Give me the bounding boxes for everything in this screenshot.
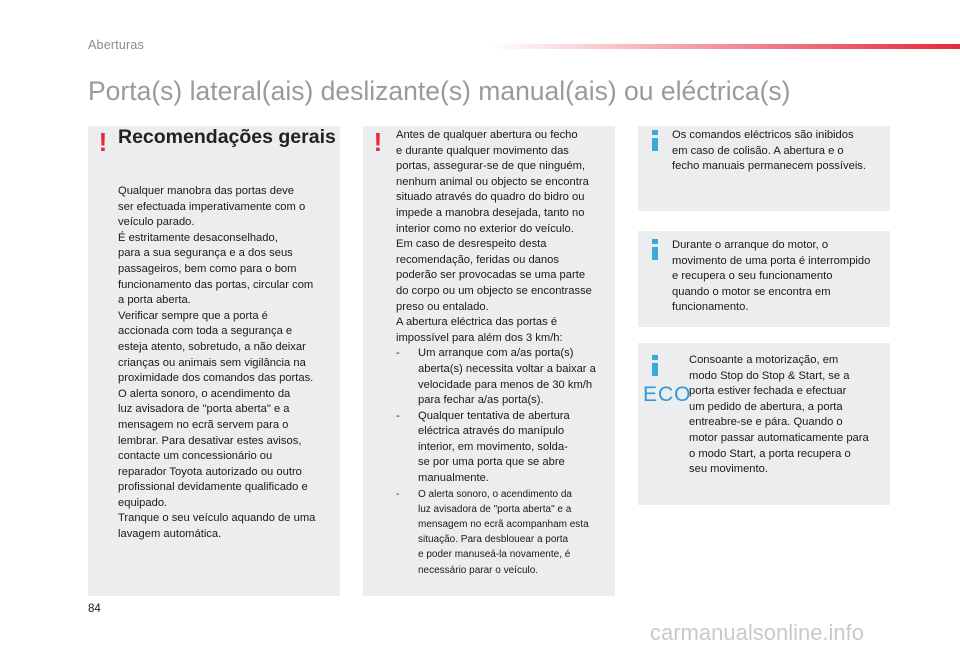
text-line: recomendação, feridas ou danos	[396, 253, 559, 266]
text-line: impede a manobra desejada, tanto no	[396, 206, 585, 219]
text-line: profissional devidamente qualificado e	[118, 481, 308, 494]
text-line: Os comandos eléctricos são inibidos	[672, 129, 854, 141]
text-line: funcionamento.	[672, 301, 749, 314]
list-item-line: luz avisadora de "porta aberta" e a	[418, 503, 572, 515]
text-line: Consoante a motorização, em	[689, 354, 839, 366]
list-item-line: interior, em movimento, solda-	[418, 440, 568, 453]
text-line: situado através do quadro do bidro ou	[396, 191, 585, 204]
text-line: para a sua segurança e a dos seus	[118, 247, 293, 260]
list-item-line: necessário parar o veículo.	[418, 564, 539, 576]
text-line: interior como no exterior do veículo.	[396, 222, 574, 235]
text-line: fecho manuais permanecem possíveis.	[672, 160, 867, 173]
text-line: e recupera o seu funcionamento	[672, 270, 833, 283]
list-item-line: e poder manuseá-la novamente, é	[418, 549, 571, 561]
warning-icon: !	[373, 127, 383, 157]
info-text-stop-start	[689, 353, 887, 478]
page-number: 84	[88, 603, 101, 615]
text-line: motor passar automaticamente para	[689, 431, 869, 444]
header-accent-bar	[490, 44, 960, 49]
list-item-line: O alerta sonoro, o acendimento da	[418, 488, 572, 500]
text-line: entreabre-se e pára. Quando o	[689, 416, 843, 429]
list-item-line: aberta(s) necessita voltar a baixar a	[418, 362, 596, 375]
text-line: A abertura eléctrica das portas é	[396, 316, 558, 329]
text-line: modo Stop do Stop & Start, se a	[689, 369, 850, 382]
text-line: porta estiver fechada e efectuar	[689, 385, 847, 398]
info-text-engine-start	[672, 238, 887, 316]
text-line: passageiros, bem como para o bom	[118, 262, 297, 275]
text-line: lembrar. Para desativar estes avisos,	[118, 434, 302, 447]
text-line: em caso de colisão. A abertura e o	[672, 144, 844, 157]
list-item-line: para fechar a/as porta(s).	[418, 394, 544, 407]
recommendations-text	[118, 184, 336, 543]
text-line: accionada com toda a segurança e	[118, 325, 293, 338]
text-line: equipado.	[118, 496, 168, 509]
list-item-line: velocidade para menos de 30 km/h	[418, 378, 593, 391]
text-line: Antes de qualquer abertura ou fecho	[396, 129, 578, 141]
watermark: carmanualsonline.info	[650, 620, 865, 645]
text-line: impossível para além dos 3 km/h:	[396, 331, 563, 344]
text-line: portas, assegurar-se de que ninguém,	[396, 160, 586, 173]
text-line: Em caso de desrespeito desta	[396, 238, 547, 251]
list-dash: -	[396, 488, 400, 500]
text-line: veículo parado.	[118, 216, 195, 229]
text-line: Tranque o seu veículo aquando de uma	[118, 512, 316, 525]
list-item	[396, 346, 612, 408]
text-line: seu movimento.	[689, 463, 768, 476]
list-item-line: eléctrica através do manípulo	[418, 425, 565, 438]
list-dash: -	[396, 409, 400, 422]
text-line: reparador Toyota autorizado ou outro	[118, 465, 302, 478]
text-line: luz avisadora de "porta aberta" e a	[118, 403, 290, 416]
text-line: um pedido de abertura, a porta	[689, 400, 843, 413]
text-line: do corpo ou um objecto se encontrasse	[396, 284, 592, 297]
text-line: crianças ou animais sem vigilância na	[118, 356, 306, 369]
text-line: contacte um concessionário ou	[118, 450, 273, 463]
list-item-line: se por uma porta que se abre	[418, 456, 565, 469]
text-line: preso ou entalado.	[396, 300, 489, 313]
text-line: poderão ser provocadas se uma parte	[396, 269, 586, 282]
list-item-line: Um arranque com a/as porta(s)	[418, 347, 574, 360]
list-item-line: mensagem no ecrã acompanham esta	[418, 519, 589, 531]
info-text-collision	[672, 128, 887, 175]
list-item	[396, 409, 612, 487]
warning-text	[396, 128, 612, 578]
text-line: ser efectuada imperativamente com o	[118, 200, 306, 213]
eco-icon: ECO	[643, 383, 692, 406]
text-line: lavagem automática.	[118, 528, 222, 541]
recommendations-heading: Recomendações gerais	[118, 126, 336, 148]
text-line: proximidade dos comandos das portas.	[118, 372, 314, 385]
text-line: esteja atento, sobretudo, a não deixar	[118, 340, 306, 353]
list-item-line: situação. Para desblouear a porta	[418, 534, 569, 546]
list-item-line: manualmente.	[418, 472, 489, 485]
text-line: funcionamento das portas, circular com	[118, 278, 314, 291]
info-icon	[652, 355, 658, 376]
text-line: Qualquer manobra das portas deve	[118, 185, 295, 197]
text-line: Durante o arranque do motor, o	[672, 239, 829, 251]
list-item	[396, 487, 612, 578]
section-label: Aberturas	[88, 38, 144, 52]
text-line: o modo Start, a porta recupera o	[689, 447, 851, 460]
list-dash: -	[396, 347, 400, 360]
text-line: e durante qualquer movimento das	[396, 144, 569, 157]
page-title: Porta(s) lateral(ais) deslizante(s) manual(ais) ou eléctrica(s)	[88, 76, 791, 106]
text-line: mensagem no ecrã servem para o	[118, 418, 289, 431]
text-line: a porta aberta.	[118, 294, 191, 307]
text-line: quando o motor se encontra em	[672, 285, 831, 298]
info-icon	[652, 130, 658, 151]
text-line: movimento de uma porta é interrompido	[672, 254, 871, 267]
list-item-line: Qualquer tentativa de abertura	[418, 409, 570, 422]
warning-icon: !	[98, 127, 108, 157]
text-line: É estritamente desaconselhado,	[118, 231, 278, 244]
text-line: O alerta sonoro, o acendimento da	[118, 387, 291, 400]
text-line: nenhum animal ou objecto se encontra	[396, 175, 589, 188]
info-icon	[652, 239, 658, 260]
text-line: Verificar sempre que a porta é	[118, 309, 268, 322]
